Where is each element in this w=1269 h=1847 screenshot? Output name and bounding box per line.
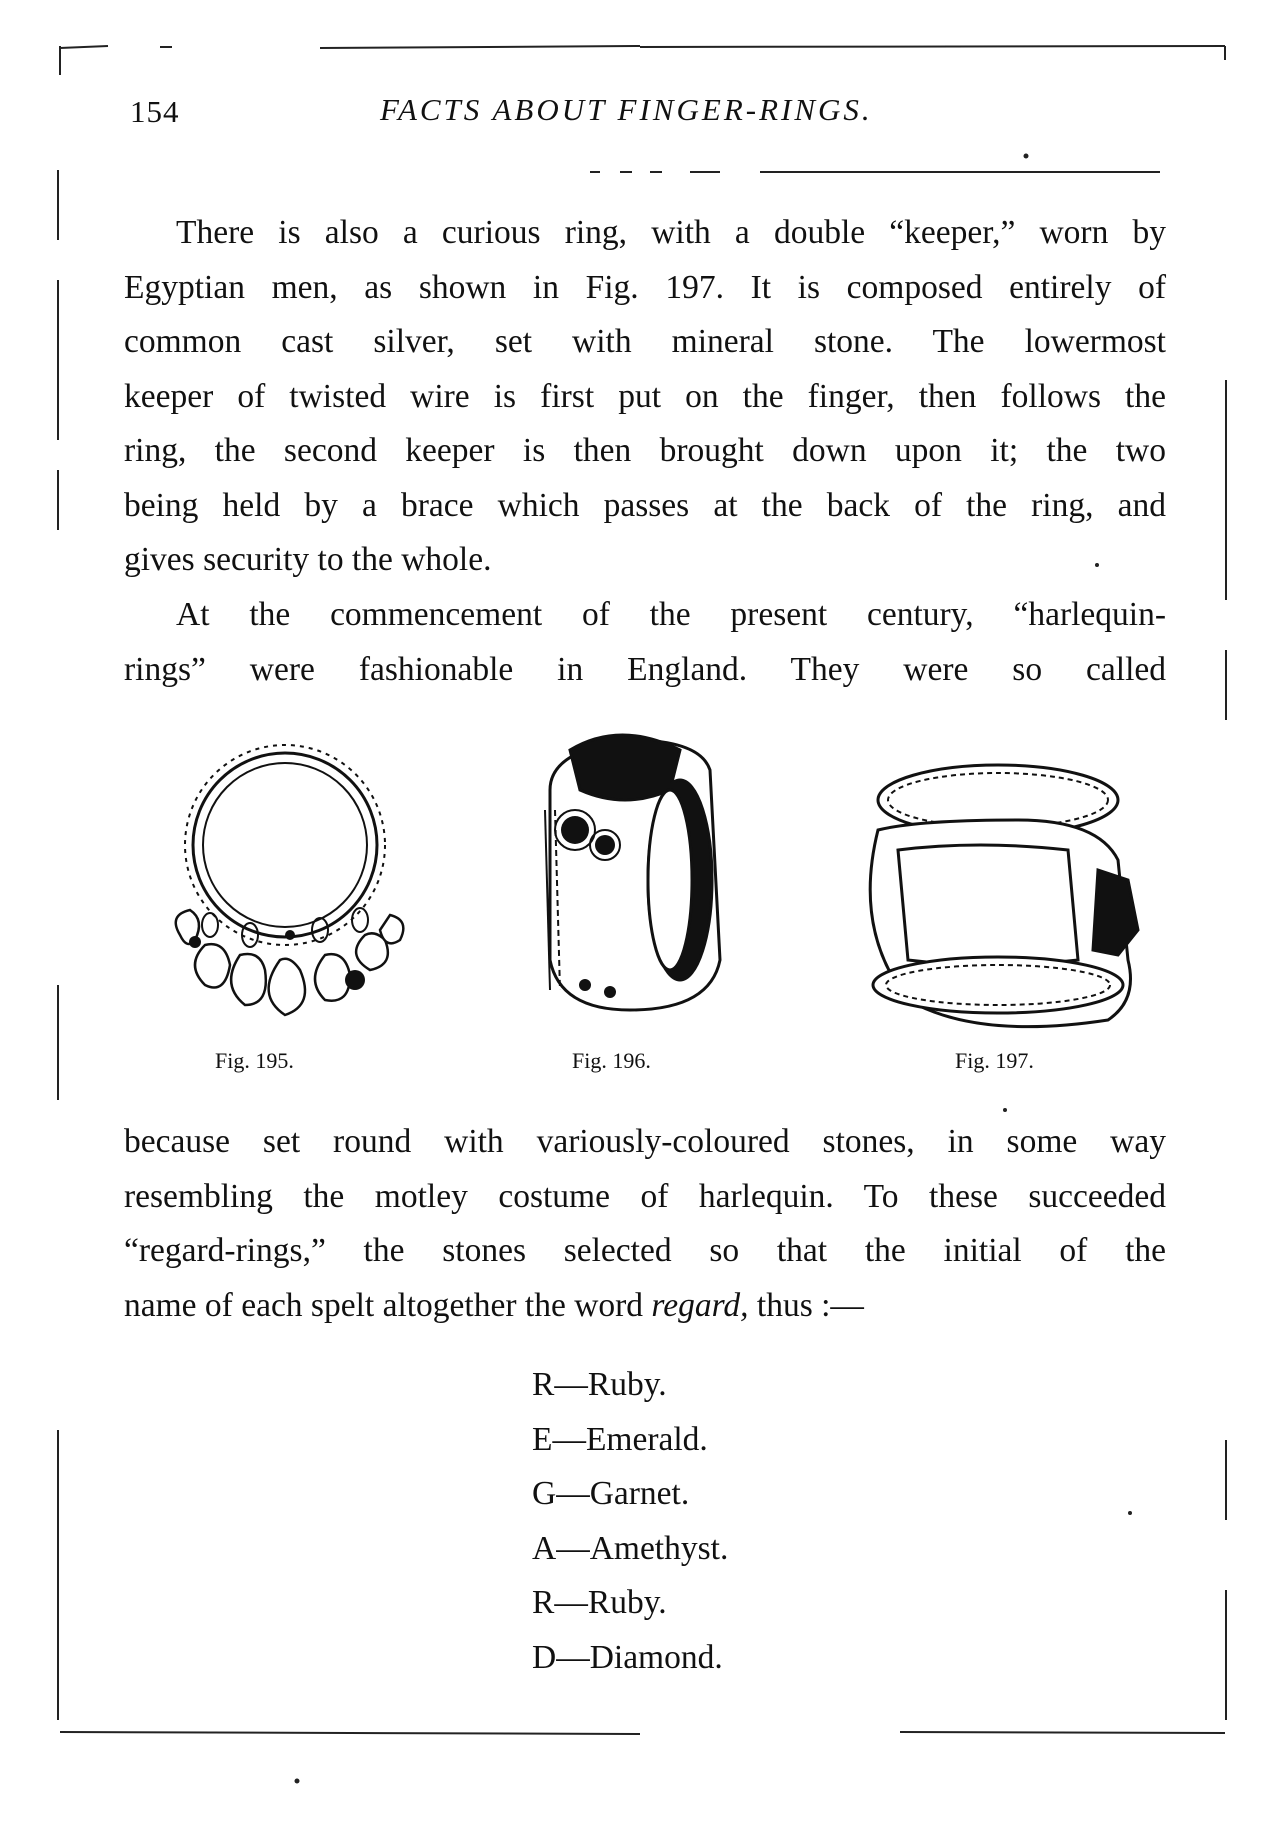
text-line: gives security to the whole.	[124, 541, 492, 578]
paragraph-egyptian-ring	[124, 206, 1166, 588]
text-line: There is also a curious ring, with a double “keeper,” worn by	[176, 214, 1166, 251]
egyptian-ring-illustration	[848, 740, 1148, 1040]
text-line: “regard-rings,” the stones selected so that the initial of the	[124, 1232, 1166, 1269]
figure-caption: Fig. 197.	[955, 1048, 1034, 1073]
text-line: Egyptian men, as shown in Fig. 197. It is composed entirely of	[124, 268, 1166, 306]
italic-word-regard: regard,	[651, 1286, 749, 1324]
text-line	[124, 1279, 1166, 1334]
figure-caption: Fig. 195.	[215, 1048, 294, 1073]
page-number: 154	[130, 94, 180, 129]
running-title: FACTS ABOUT FINGER-RINGS.	[380, 92, 873, 127]
list-item: G—Garnet.	[532, 1475, 690, 1512]
text-line: rings” were fashionable in England. They were so called	[124, 650, 1166, 688]
harlequin-ring-illustration	[140, 720, 430, 1040]
figure-caption: Fig. 196.	[572, 1048, 651, 1073]
text-line: being held by a brace which passes at the back of the ring, and	[124, 486, 1166, 524]
paragraph-harlequin-rings	[124, 588, 1166, 697]
list-item: E—Emerald.	[532, 1420, 708, 1458]
paragraph-regard-rings	[124, 1115, 1166, 1333]
text-segment: name of each spelt altogether the word	[124, 1286, 652, 1324]
text-line: common cast silver, set with mineral stone. The lowermost	[124, 323, 1166, 360]
text-segment: thus :—	[748, 1286, 864, 1324]
text-line: ring, the second keeper is then brought down upon it; the two	[124, 432, 1166, 469]
list-item: R—Ruby.	[532, 1366, 667, 1403]
text-line: keeper of twisted wire is first put on the finger, then follows the	[124, 377, 1166, 415]
text-line: At the commencement of the present century, “harlequin-	[176, 596, 1166, 633]
list-item: R—Ruby.	[532, 1584, 667, 1621]
list-item: D—Diamond.	[532, 1638, 723, 1676]
regard-stone-list	[532, 1358, 728, 1685]
text-line: because set round with variously-coloured stones, in some way	[124, 1123, 1166, 1160]
stone-set-ring-illustration	[530, 730, 730, 1020]
text-line: resembling the motley costume of harlequin. To these succeeded	[124, 1177, 1166, 1215]
list-item: A—Amethyst.	[532, 1529, 729, 1567]
